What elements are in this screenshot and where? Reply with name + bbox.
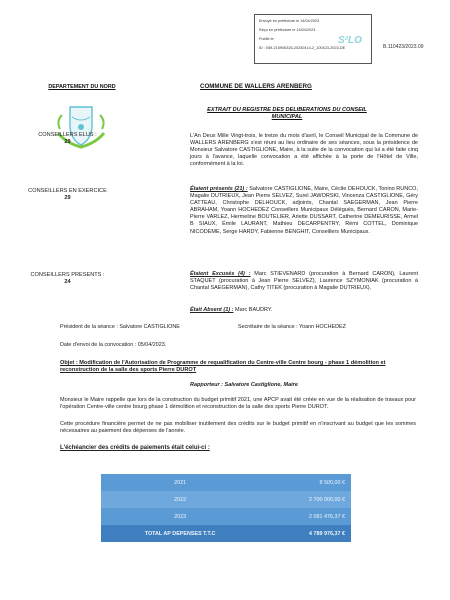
total-label: TOTAL AP DEPENSES T.T.C — [101, 525, 259, 542]
presents-paragraph — [190, 186, 418, 236]
total-amount: 4 789 976,37 € — [259, 525, 351, 542]
deliberation-reference: B.110423/2023.09 — [383, 44, 424, 50]
payment-schedule-table — [101, 474, 351, 542]
body-paragraph: Monsieur le Maire rappelle que lors de la construction du budget primitif 2021, une APCP avait été créée en vue de la réalisation de travaux pour l'opération Centre-ville centre bourg phase 1 démolition et reconstruction de la salle des sports Pierre DUROT. — [60, 397, 416, 411]
presents-label: CONSEILLERS PRESENTS : — [30, 272, 105, 278]
excuses-heading: Étaient Excusés (4) : — [190, 271, 251, 277]
objet-title: Objet : Modification de l'Autorisation de Programme de requalification du Centre-ville Centre bourg - phase 1 démolition et reconstruction de la salle des sports Pierre DUROT — [60, 360, 386, 374]
convocation-date: Date d'envoi de la convocation : 05/04/2023. — [60, 342, 167, 348]
absent-list: Marc BAUDRY. — [233, 307, 273, 313]
schedule-title: L'échéancier des crédits de paiements était celui-ci : — [60, 445, 210, 451]
absent-paragraph — [190, 307, 418, 314]
schedule-amount: 2 700 000,00 € — [259, 491, 351, 508]
elus-count: 29 — [64, 139, 71, 145]
slo-logo: S²LO — [338, 35, 362, 46]
opening-paragraph: L'An Deux Mille Vingt-trois, le treize du mois d'avril, le Conseil Municipal de la Commune de WALLERS ARENBERG s'est réuni au lieu ordinaire de ses séances, sous la présidence de Monsieur Salvatore CASTIGLIONE, Maire, à la suite de la convocation qui lui a été faite cinq jours à l'avance, laquelle convocation a été affichée à la porte de l'Hôtel de Ville, conformément à la loi. — [190, 133, 418, 168]
elus-label: CONSEILLERS ELUS : — [38, 132, 97, 138]
departement-title: DEPARTEMENT DU NORD — [48, 84, 116, 90]
exercice-label-block — [0, 188, 135, 202]
stamp-line: Envoyé en préfecture le 14/04/2023 — [259, 19, 320, 23]
secretaire-line: Secrétaire de la séance : Yoann HOCHEDEZ — [238, 324, 346, 330]
table-row — [101, 491, 351, 508]
presents-heading: Étaient présents (21) : — [190, 186, 248, 192]
exercice-label: CONSEILLERS EN EXERCICE — [28, 188, 107, 194]
extract-title: EXTRAIT DU REGISTRE DES DELIBERATIONS DU CONSEIL MUNICIPAL — [207, 107, 367, 120]
schedule-year: 2021 — [101, 474, 259, 491]
body-paragraph: Cette procédure financière permet de ne pas mobiliser inutilement des crédits sur le budget primitif en n'inscrivant au budget que les sommes nécessaires au paiement des dépenses de l'année. — [60, 421, 416, 435]
exercice-count: 29 — [64, 195, 71, 201]
table-row — [101, 508, 351, 525]
absent-heading: Était Absent (1) : — [190, 307, 234, 313]
stamp-line: Publié le — [259, 37, 274, 41]
excuses-list: Marc STIEVENARD (procuration à Bernard CARON), Laurent STAQUET (procuration à Jean Pierre SELVEZ), Laurence SZYMONIAK (procuration à Chantal SAEGERMAN), Cathy TITEK (procuration à Magalie DUTRIEUX). — [190, 271, 418, 292]
schedule-amount: 2 081 476,37 € — [259, 508, 351, 525]
table-total-row — [101, 525, 351, 542]
presents-list: Salvatore CASTIGLIONE, Maire, Cécile DEHOUCK, Tonino RUNCO, Magalie DUTRIEUX, Jean Pierre SELVEZ, Surel JAWORSKI, Vincenza CASTIGLIONE, Géry CATTEAU, Christophe DELHOUCK, adjoints, Chantal SAEGERMAN, Jean Pierre ABRAHAM, Yoann HOCHEDEZ Conseillers Municipaux Délégués, Bernard CARON, Marie-Pierre VARLEZ, Hermeline BOUTELIER, Arlette DUSSART, Catherine DEMEURISSE, Armel B SIAUX, Émile LAURANT, Mathieu DECARPENTRY, Rémi COTTEL, Dominique NICODEME, Serge HARDY, Fabienne BENGHIT, Conseillers Municipaux. — [190, 186, 418, 235]
table-row — [101, 474, 351, 491]
stamp-line: ID : 059-215906326-20230414-2_100423-2023-DE — [259, 46, 346, 50]
commune-title: COMMUNE DE WALLERS ARENBERG — [200, 83, 312, 90]
schedule-amount: 8 500,00 € — [259, 474, 351, 491]
excuses-paragraph — [190, 271, 418, 292]
schedule-year: 2022 — [101, 491, 259, 508]
rapporteur: Rapporteur : Salvatore Castiglione, Maire — [190, 382, 298, 388]
elus-label-block — [0, 132, 135, 146]
presents-count: 24 — [64, 279, 71, 285]
stamp-line: Reçu en préfecture le 14/04/2023 — [259, 28, 316, 32]
presents-label-block — [0, 272, 135, 286]
president-line: Président de la séance : Salvatore CASTIGLIONE — [60, 324, 180, 330]
schedule-year: 2023 — [101, 508, 259, 525]
